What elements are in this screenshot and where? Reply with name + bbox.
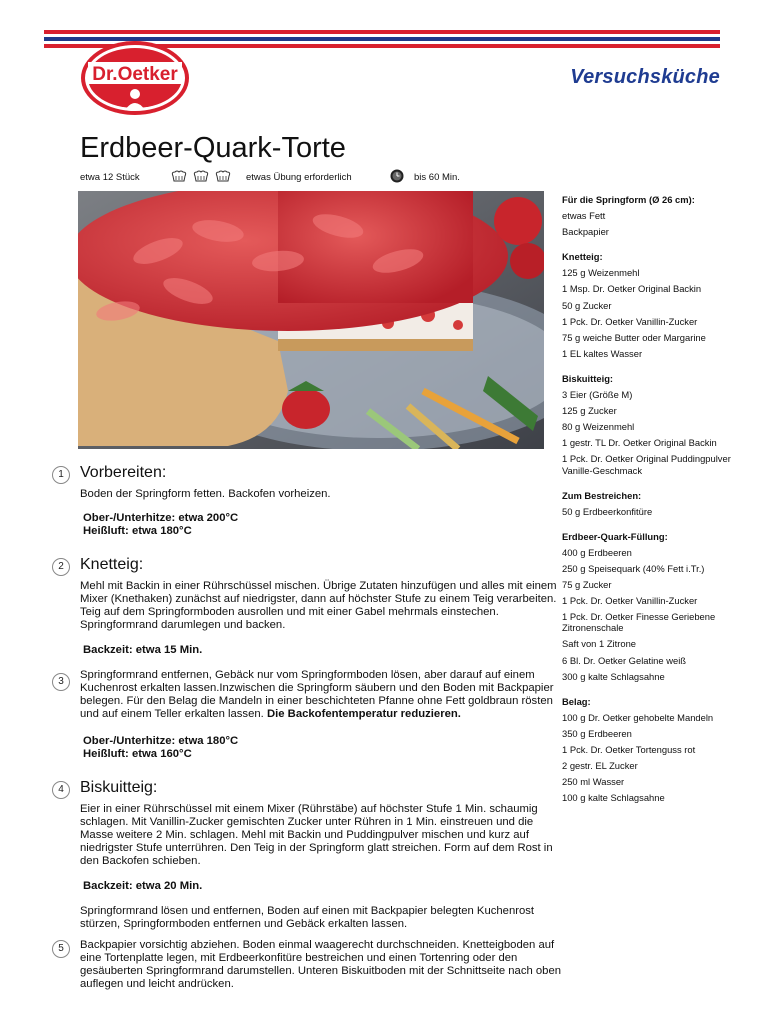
ingredient-item: 1 EL kaltes Wasser [562,347,643,359]
step-3 [52,669,562,761]
ingredient-item: 6 Bl. Dr. Oetker Gelatine weiß [562,654,687,666]
step-text: Mehl mit Backin in einer Rührschüssel mischen. Übrige Zutaten hinzufügen und alles mit einem Mixer (Knethaken) zunächst auf niedrigster, dann auf höchster Stufe zu einem Teig verarbeiten. Teig auf dem Springformboden ausrollen und mit einer Gabel mehrmals einstechen. Springformrand darumlegen und backen. [80,579,557,631]
recipe-meta [80,170,460,184]
servings: etwa 12 Stück [80,171,140,183]
ingredient-item: Backpapier [562,226,609,238]
recipe-title: Erdbeer-Quark-Torte [80,132,346,164]
ingredient-item: 50 g Erdbeerkonfitüre [562,505,653,517]
ingredient-group-heading: Zum Bestreichen: [562,489,642,501]
ingredient-item: 300 g kalte Schlagsahne [562,670,665,682]
ingredient-item: 1 gestr. TL Dr. Oetker Original Backin [562,437,717,449]
time-text: bis 60 Min. [414,171,460,183]
ingredient-group-heading: Für die Springform (Ø 26 cm): [562,194,695,205]
ingredient-item: 250 g Speisequark (40% Fett i.Tr.) [562,562,705,574]
ingredient-item: 1 Pck. Dr. Oetker Tortenguss rot [562,744,696,755]
dr-oetker-logo [80,40,190,116]
step-2 [52,556,562,657]
ingredient-item: 75 g Zucker [562,579,612,591]
step-title: Vorbereiten: [80,464,167,481]
ingredient-item: 250 ml Wasser [562,776,625,788]
ingredient-item: 1 Msp. Dr. Oetker Original Backin [562,283,702,295]
ingredient-item: 80 g Weizenmehl [562,421,635,433]
ingredient-item: 1 Pck. Dr. Oetker Finesse Geriebene Zitronenschale [562,611,716,634]
step-number: 4 [52,781,70,799]
ingredient-group-heading: Knetteig: [562,251,603,263]
step-text: Backpapier vorsichtig abziehen. Boden einmal waagerecht durchschneiden. Knetteigboden auf eine Tortenplatte legen, mit Erdbeerkonfitüre bestreichen und einen Tortenring oder den gesäuberten Springformrand darumstellen. Unteren Biskuitboden mit der Schnittseite nach oben auflegen und leicht andrücken. [80,938,562,990]
step-title: Knetteig: [80,555,144,573]
ingredient-item: 350 g Erdbeeren [562,727,632,739]
bake-time: Backzeit: etwa 15 Min. [83,643,203,656]
ingredient-group [562,251,742,359]
preparation-steps [52,464,562,991]
step-text-body: Springformrand entfernen, Gebäck nur vom Springformboden lösen, aber darauf auf einem Kuchenrost erkalten lassen.Inzwischen die Springform säubern und den Boden mit Backpapier belegen. Für den Belag die Mandeln in einer beschichteten Pfanne ohne Fett goldbraun rösten und auf einem Teller erkalten lassen. [80,668,554,720]
ingredient-group-heading: Erdbeer-Quark-Füllung: [562,530,668,542]
convection-heat: Heißluft: etwa 160°C [83,747,192,760]
ingredient-item: 1 Pck. Dr. Oetker Original Puddingpulver Vanille-Geschmack [562,453,731,476]
step-number: 1 [52,466,70,484]
ingredient-group [562,531,742,682]
chef-hat-icon [170,170,188,185]
ingredient-item: 100 g Dr. Oetker gehobelte Mandeln [562,711,714,723]
ingredient-item: 125 g Zucker [562,405,617,417]
ingredient-group-heading: Belag: [562,695,591,707]
ingredient-item: 1 Pck. Dr. Oetker Vanillin-Zucker [562,595,698,607]
step-number: 5 [52,940,70,958]
ingredient-item: etwas Fett [562,210,606,222]
step-5 [52,939,562,991]
chef-hat-icon [214,170,232,185]
clock-icon [390,169,404,186]
bake-temperature [83,512,562,538]
logo-text: Dr.Oetker [92,64,178,85]
top-bottom-heat: Ober-/Unterhitze: etwa 180°C [83,734,239,747]
bake-time: Backzeit: etwa 20 Min. [83,879,203,892]
step-1 [52,464,562,538]
ingredient-item: 3 Eier (Größe M) [562,389,633,401]
ingredient-group [562,194,742,237]
ingredient-item: 2 gestr. EL Zucker [562,760,638,772]
stripe-red [44,30,720,34]
step-text-after: Springformrand lösen und entfernen, Boden auf einen mit Backpapier belegten Kuchenrost stürzen, Springformboden entfernen und Gebäck erkalten lassen. [80,904,535,930]
step-number: 2 [52,558,70,576]
ingredient-group [562,373,742,476]
step-text: Eier in einer Rührschüssel mit einem Mixer (Rührstäbe) auf höchster Stufe 1 Min. schaumig schlagen. Mit Vanillin-Zucker gemischten Zucker unter Rühren in 1 Min. einstreuen und die Masse weitere 2 Min. schlagen. Mehl mit Backin und Puddingpulver mischen und kurz auf niedrigster Stufe unterrühren. Den Teig in der Springform glatt streichen. Form auf dem Rost in den Backofen schieben. [80,802,553,867]
step-number: 3 [52,673,70,691]
ingredient-item: 50 g Zucker [562,299,612,311]
ingredient-group [562,696,742,804]
difficulty-text: etwas Übung erforderlich [246,171,352,183]
ingredient-item: 400 g Erdbeeren [562,546,632,558]
convection-heat: Heißluft: etwa 180°C [83,524,192,537]
ingredient-item: 75 g weiche Butter oder Margarine [562,331,706,343]
top-bottom-heat: Ober-/Unterhitze: etwa 200°C [83,511,239,524]
chef-hat-icon [192,170,210,185]
ingredient-group [562,490,742,517]
bake-temperature [83,735,562,761]
ingredient-item: Saft von 1 Zitrone [562,638,636,650]
ingredient-group-heading: Biskuitteig: [562,372,614,384]
step-4 [52,779,562,931]
ingredient-item: 1 Pck. Dr. Oetker Vanillin-Zucker [562,315,698,327]
cake-photo [78,191,544,449]
ingredients-list [562,194,742,817]
step-text-emphasis: Die Backofentemperatur reduzieren. [266,707,461,720]
ingredient-item: 100 g kalte Schlagsahne [562,792,665,804]
step-title: Biskuitteig: [80,778,158,796]
step-text: Boden der Springform fetten. Backofen vorheizen. [80,488,331,500]
ingredient-item: 125 g Weizenmehl [562,267,640,279]
step-text [80,669,562,721]
brand-versuchskueche: Versuchsküche [570,66,720,88]
